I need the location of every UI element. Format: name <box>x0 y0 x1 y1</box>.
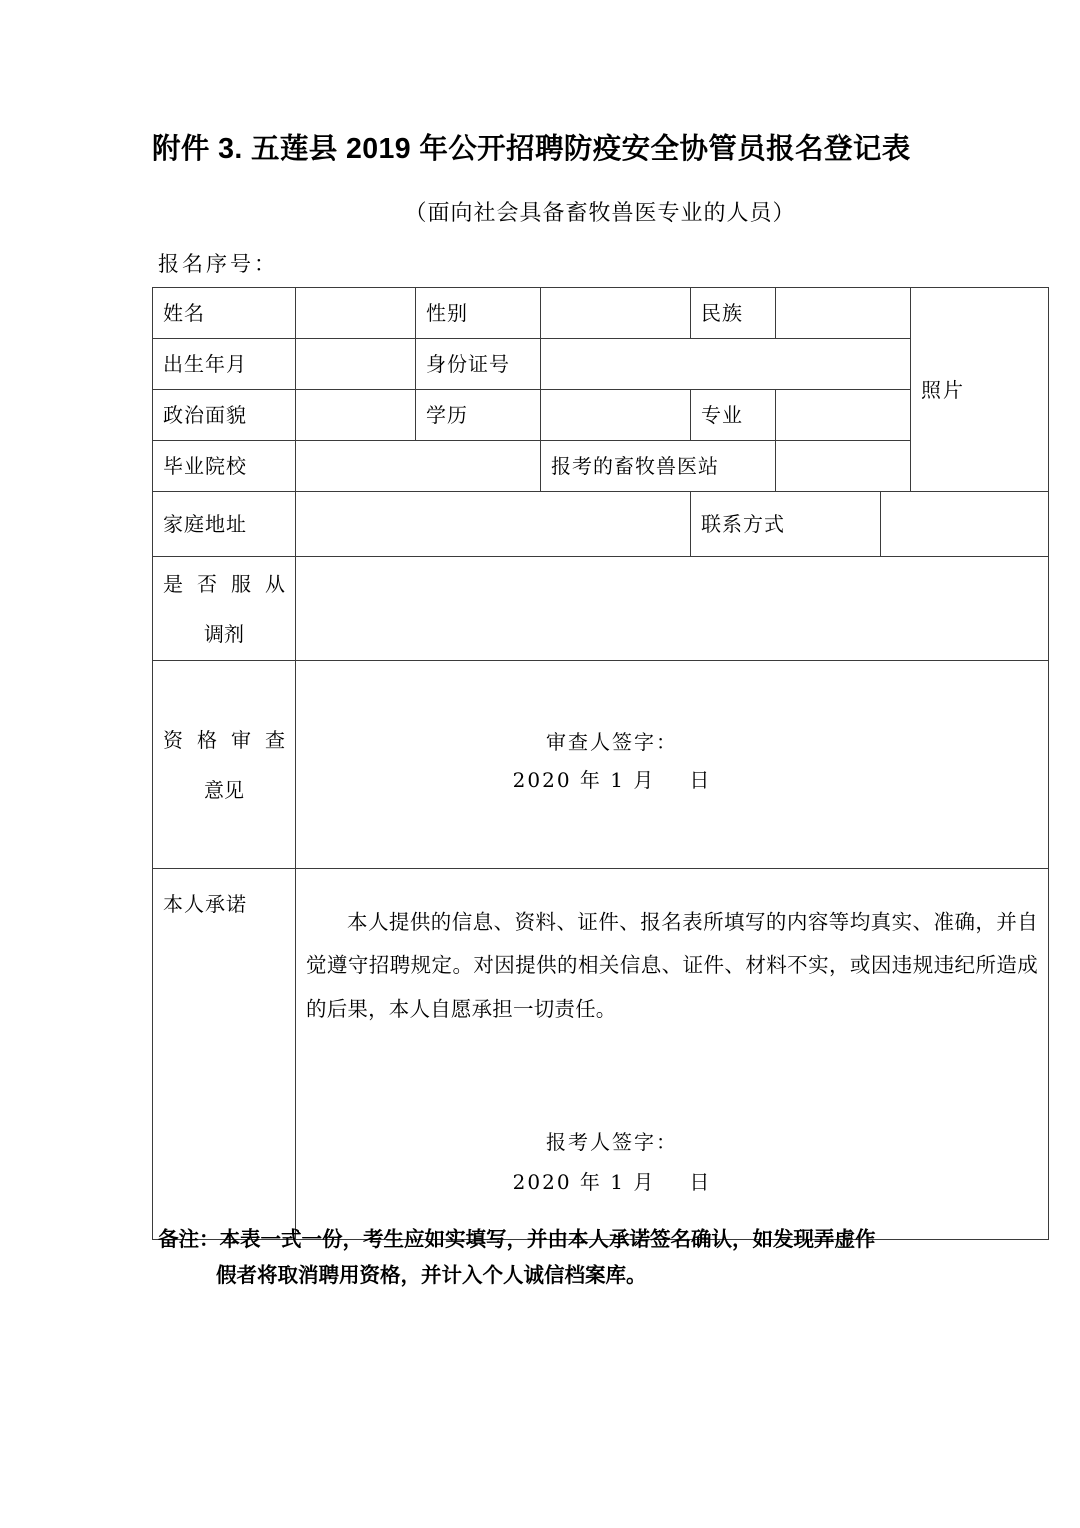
reviewer-signature-label: 审查人签字： <box>546 729 678 754</box>
field-label-qualification-review <box>153 661 296 869</box>
field-value-home-address[interactable] <box>296 492 691 557</box>
field-label-ethnicity: 民族 <box>691 288 776 339</box>
field-value-name[interactable] <box>296 288 416 339</box>
field-label-accept-transfer <box>153 557 296 661</box>
field-label-major: 专业 <box>691 390 776 441</box>
field-value-applied-station[interactable] <box>776 441 911 492</box>
field-label-home-address: 家庭地址 <box>153 492 296 557</box>
field-value-major[interactable] <box>776 390 911 441</box>
field-label-education: 学历 <box>416 390 541 441</box>
field-label-contact: 联系方式 <box>691 492 881 557</box>
applicant-date <box>306 1167 1038 1197</box>
field-value-contact[interactable] <box>881 492 1049 557</box>
table-row <box>153 492 1049 557</box>
commitment-text: 本人提供的信息、资料、证件、报名表所填写的内容等均真实、准确，并自觉遵守招聘规定。对因提供的相关信息、证件、材料不实，或因违规违纪所造成的后果，本人自愿承担一切责任。 <box>306 910 1038 1021</box>
field-label-personal-commitment: 本人承诺 <box>153 869 296 1240</box>
field-label-applied-station: 报考的畜牧兽医站 <box>541 441 776 492</box>
field-value-gender[interactable] <box>541 288 691 339</box>
table-row <box>153 557 1049 661</box>
reviewer-date-text: 2020 年 1 月 <box>512 767 656 792</box>
accept-transfer-label-line2: 调剂 <box>204 621 244 646</box>
field-label-name: 姓名 <box>153 288 296 339</box>
field-value-graduated-school[interactable] <box>296 441 541 492</box>
applicant-date-day: 日 <box>689 1169 712 1194</box>
qualification-review-label-line1: 资格审查 <box>163 727 285 752</box>
field-label-id-number: 身份证号 <box>416 339 541 390</box>
field-label-gender: 性别 <box>416 288 541 339</box>
footnote-line1: 备注：本表一式一份，考生应如实填写，并由本人承诺签名确认，如发现弄虚作 <box>158 1228 876 1251</box>
footnote-line2: 假者将取消聘用资格，并计入个人诚信档案库。 <box>216 1263 647 1287</box>
field-label-graduated-school: 毕业院校 <box>153 441 296 492</box>
qualification-review-label-line2: 意见 <box>204 777 244 802</box>
page-subtitle: （面向社会具备畜牧兽医专业的人员） <box>404 201 796 226</box>
field-label-birthdate: 出生年月 <box>153 339 296 390</box>
field-value-ethnicity[interactable] <box>776 288 911 339</box>
applicant-signature-block <box>306 1127 1038 1197</box>
accept-transfer-label-line1: 是否服从 <box>163 571 285 596</box>
reviewer-date-day: 日 <box>689 767 712 792</box>
registration-serial-label: 报名序号： <box>158 252 278 276</box>
field-value-personal-commitment[interactable] <box>296 869 1049 1240</box>
applicant-date-text: 2020 年 1 月 <box>512 1169 656 1194</box>
field-value-accept-transfer[interactable] <box>296 557 1049 661</box>
registration-form-table <box>152 287 1049 1240</box>
table-row <box>153 661 1049 869</box>
reviewer-date <box>306 765 1038 795</box>
table-row <box>153 869 1049 1240</box>
footnote <box>158 1222 988 1294</box>
field-label-political-status: 政治面貌 <box>153 390 296 441</box>
table-row <box>153 288 1049 339</box>
applicant-signature-label: 报考人签字： <box>546 1129 678 1154</box>
field-value-education[interactable] <box>541 390 691 441</box>
field-value-political-status[interactable] <box>296 390 416 441</box>
field-value-id-number[interactable] <box>541 339 911 390</box>
photo-placeholder[interactable]: 照片 <box>911 288 1049 492</box>
field-value-qualification-review[interactable] <box>296 661 1049 869</box>
page-title: 附件 3. 五莲县 2019 年公开招聘防疫安全协管员报名登记表 <box>152 133 911 165</box>
field-value-birthdate[interactable] <box>296 339 416 390</box>
